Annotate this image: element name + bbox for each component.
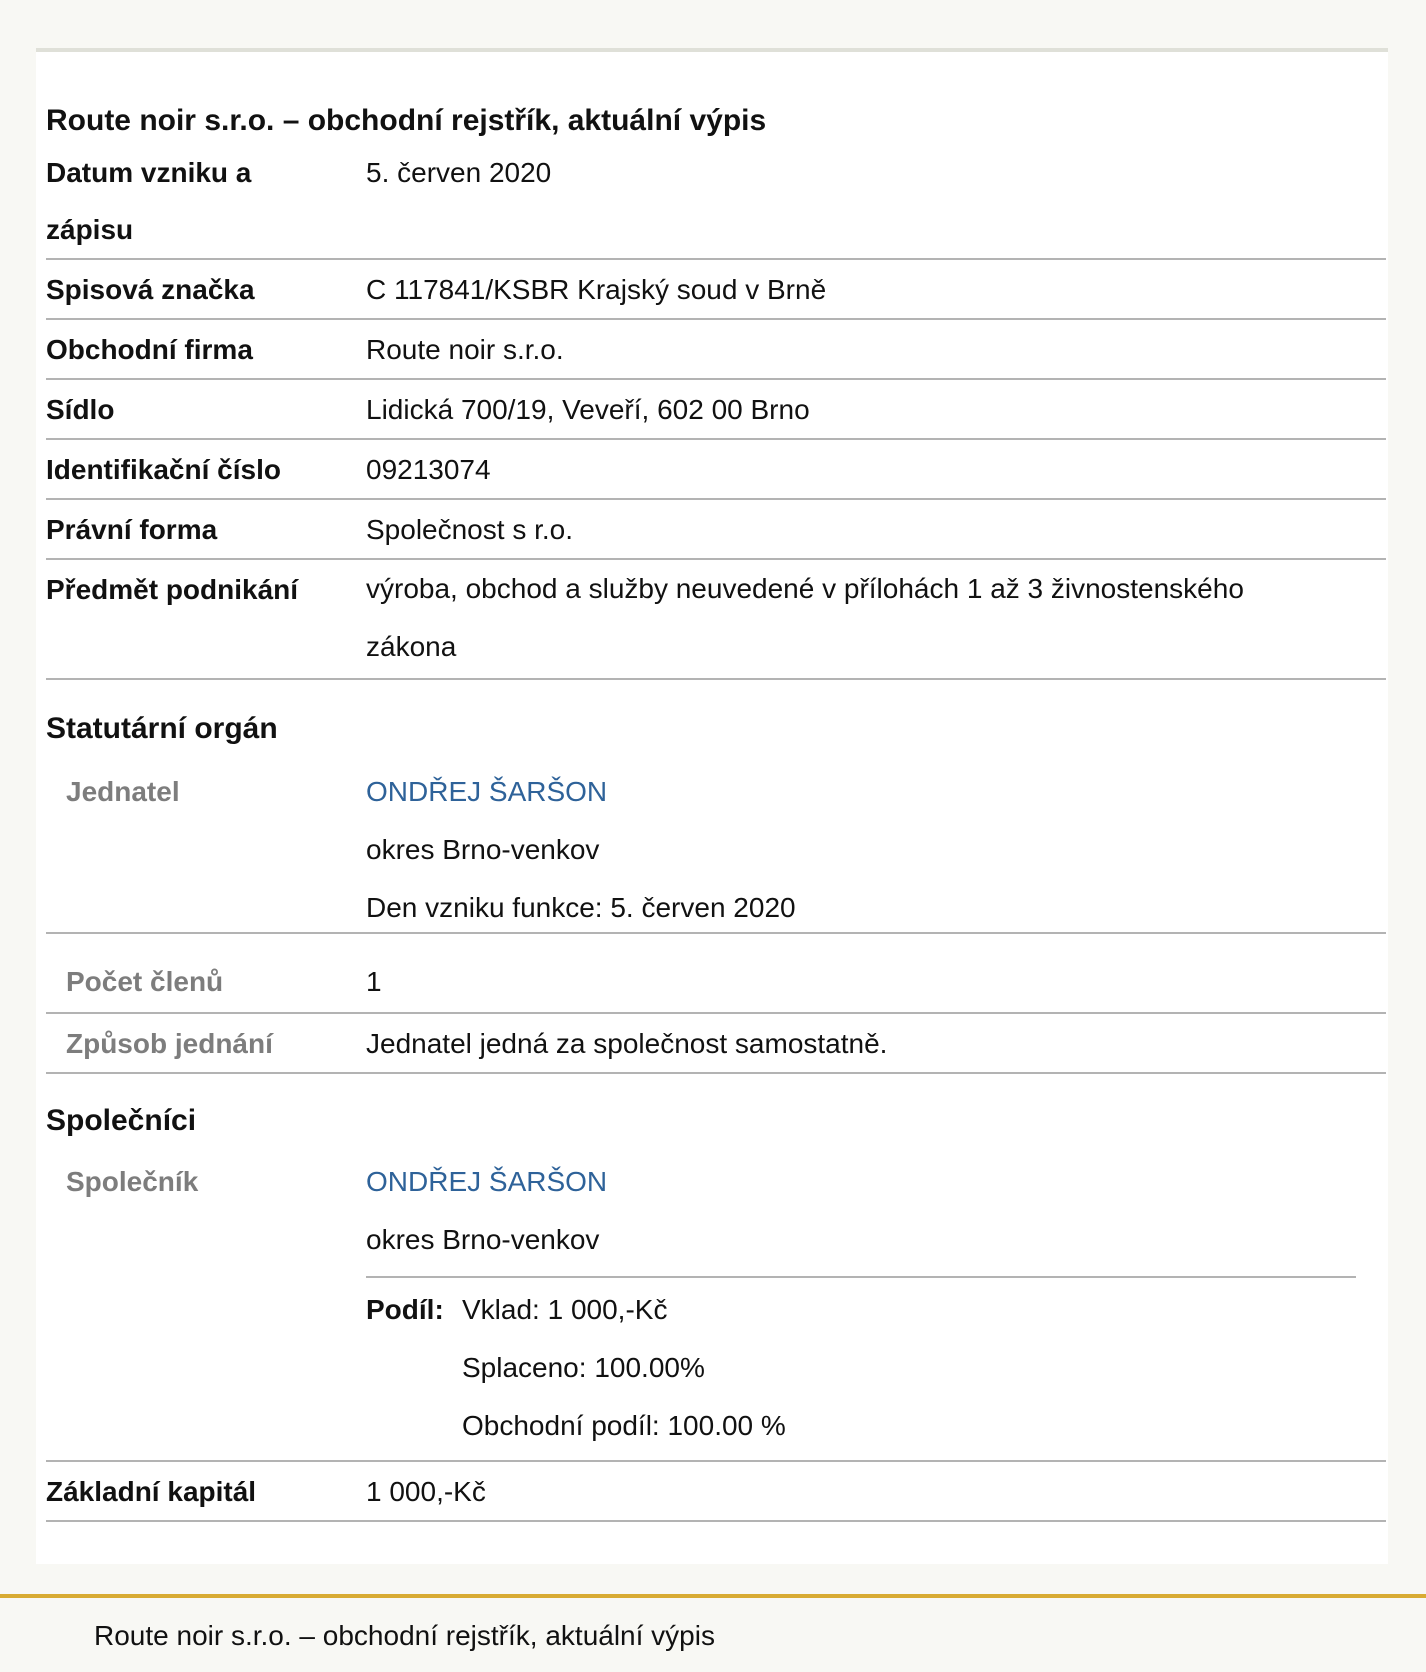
row-date-founded (46, 144, 1386, 260)
section-partners-heading: Společníci (46, 1104, 197, 1137)
share-business: Obchodní podíl: 100.00 % (462, 1410, 786, 1441)
value-member-count: 1 (366, 966, 382, 997)
page-title: Route noir s.r.o. – obchodní rejstřík, aktuální výpis (46, 104, 767, 137)
label-share-capital: Základní kapitál (46, 1476, 257, 1507)
label-partner: Společník (66, 1166, 199, 1197)
row-share-capital (46, 1462, 1386, 1522)
value-share-capital: 1 000,-Kč (366, 1476, 486, 1507)
row-business-activity (46, 560, 1386, 680)
label-member-count: Počet členů (66, 966, 224, 997)
label-business-activity: Předmět podnikání (46, 574, 299, 605)
row-statutory-member (46, 742, 1386, 934)
page-footer (0, 1594, 1426, 1672)
row-conduct (46, 1014, 1386, 1074)
value-business-name: Route noir s.r.o. (366, 334, 564, 365)
label-business-name: Obchodní firma (46, 334, 253, 365)
value-id-number: 09213074 (366, 454, 491, 485)
label-conduct: Způsob jednání (66, 1028, 273, 1059)
executive-name-link[interactable]: ONDŘEJ ŠARŠON (366, 776, 608, 807)
value-legal-form: Společnost s r.o. (366, 514, 574, 545)
row-member-count (46, 934, 1386, 1014)
label-legal-form: Právní forma (46, 514, 218, 545)
row-id-number (46, 440, 1386, 500)
share-paid: Splaceno: 100.00% (462, 1352, 705, 1383)
row-legal-form (46, 500, 1386, 560)
share-divider (366, 1276, 1356, 1278)
share-label: Podíl: (366, 1294, 444, 1325)
label-file-number: Spisová značka (46, 274, 255, 305)
share-deposit: Vklad: 1 000,-Kč (462, 1294, 668, 1325)
partner-district: okres Brno-venkov (366, 1224, 600, 1255)
value-file-number: C 117841/KSBR Krajský soud v Brně (366, 274, 827, 305)
value-business-activity: výroba, obchod a služby neuvedené v přílohách 1 až 3 živnostenského zákona (366, 573, 1244, 662)
value-date-founded: 5. červen 2020 (366, 157, 552, 188)
row-registered-office (46, 380, 1386, 440)
executive-district: okres Brno-venkov (366, 834, 600, 865)
label-executive: Jednatel (66, 776, 180, 807)
footer-title: Route noir s.r.o. – obchodní rejstřík, aktuální výpis (94, 1620, 715, 1651)
partner-name-link[interactable]: ONDŘEJ ŠARŠON (366, 1166, 608, 1197)
row-partner (46, 1134, 1386, 1462)
register-extract-card (36, 48, 1388, 1564)
label-date-founded: Datum vzniku a zápisu (46, 157, 252, 245)
section-statutory-heading: Statutární orgán (46, 712, 278, 745)
label-registered-office: Sídlo (46, 394, 115, 425)
row-file-number (46, 260, 1386, 320)
label-id-number: Identifikační číslo (46, 454, 281, 485)
value-registered-office: Lidická 700/19, Veveří, 602 00 Brno (366, 394, 810, 425)
value-conduct: Jednatel jedná za společnost samostatně. (366, 1028, 888, 1059)
row-business-name (46, 320, 1386, 380)
executive-since: Den vzniku funkce: 5. červen 2020 (366, 892, 796, 923)
